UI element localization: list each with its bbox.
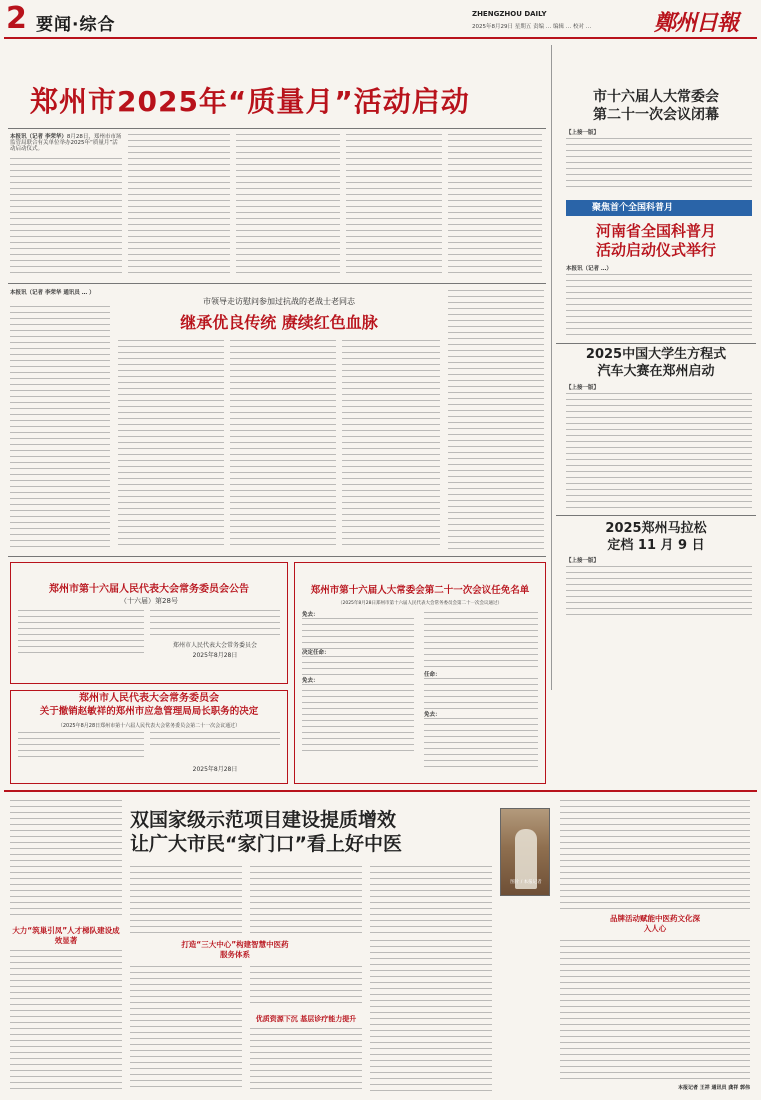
- feature-body-col-7: [250, 1028, 362, 1092]
- race-headline-line-1: 2025中国大学生方程式: [585, 347, 727, 362]
- feature-body-col-1b: [10, 950, 122, 1090]
- notice-2-subtitle: （2025年8月28日郑州市第十六届人民代表大会常务委员会第二十一次会议通过）: [337, 601, 503, 606]
- right-top-headline-line-2: 第二十一次会议闭幕: [593, 107, 719, 123]
- right-top-headline-line-1: 市十六届人大常委会: [593, 89, 719, 105]
- feature-headline-line-2: 让广大市民“家门口”看上好中医: [130, 833, 402, 855]
- notice-3-date: 2025年8月28日: [192, 766, 238, 773]
- marathon-headline-line-1: 2025郑州马拉松: [605, 521, 707, 536]
- notice-1-body-left: [18, 610, 144, 654]
- sci-headline-line-2: 活动启动仪式举行: [595, 241, 716, 259]
- notice-2-section-text: [302, 656, 414, 678]
- right-top-headline: [556, 88, 756, 124]
- notice-2-section-label: 免去：: [302, 678, 319, 684]
- notice-1-date: 2025年8月28日: [192, 652, 238, 659]
- notice-1-body-right: [150, 610, 280, 636]
- veteran-body-col-2: [118, 340, 224, 550]
- divider: [8, 556, 546, 557]
- feature-body-col-8: [370, 940, 492, 1092]
- byline: 本报讯（记者 李荣华）: [10, 134, 67, 140]
- notice-1-title: 郑州市第十六届人民代表大会常务委员会公告: [49, 584, 249, 595]
- marathon-body: [566, 566, 752, 616]
- race-headline-line-2: 汽车大赛在郑州启动: [597, 364, 715, 379]
- section-name: 要闻·综合: [36, 15, 116, 35]
- lead-body-col-3: [236, 134, 340, 276]
- veteran-body-col-1: [10, 306, 110, 550]
- notice-2-section-label: 任命：: [424, 672, 441, 678]
- veteran-body-col-4: [342, 340, 440, 550]
- notice-2-section-label: 免去：: [424, 712, 441, 718]
- intro-text: 8月28日，郑州市市场监管局联合有关单位举办2025年“质量月”活动启动仪式。: [10, 134, 122, 152]
- column-rule: [551, 45, 552, 690]
- feature-photo: [500, 808, 550, 896]
- veteran-headline: 继承优良传统 赓续红色血脉: [180, 313, 378, 332]
- feature-byline-end: 本报记者 王祥 通讯员 龚祥 郭伟: [678, 1085, 750, 1091]
- feature-body-col-9: [560, 800, 750, 910]
- feature-body-col-1: [10, 800, 122, 920]
- notice-1-number: （十六届）第28号: [120, 597, 178, 605]
- lead-start: 【上接一版】: [566, 385, 600, 391]
- masthead-rule: [4, 37, 757, 39]
- sci-headline: [556, 222, 756, 260]
- masthead: [0, 0, 761, 42]
- divider: [4, 790, 757, 792]
- byline: 本报讯（记者 李荣华 通讯员 … ）: [10, 290, 95, 296]
- notice-3-subtitle: （2025年8月28日郑州市第十六届人民代表大会常务委员会第二十一次会议通过）: [57, 723, 241, 729]
- race-body: [566, 393, 752, 509]
- lead-headline: 郑州市2025年“质量月”活动启动: [30, 85, 470, 118]
- sci-headline-line-1: 河南省全国科普月: [595, 222, 716, 240]
- notice-2-title: 郑州市第十六届人大常委会第二十一次会议任免名单: [310, 585, 530, 596]
- feature-body-col-6: [250, 966, 362, 1006]
- race-lead: [566, 385, 752, 391]
- marathon-headline-line-2: 定档 11 月 9 日: [607, 538, 705, 553]
- divider: [8, 283, 546, 284]
- feature-body-col-2: [130, 866, 242, 936]
- byline: 本报讯（记者 …）: [566, 266, 612, 272]
- lead-body-col-2: [128, 134, 230, 276]
- divider: [556, 343, 756, 344]
- sci-banner: [566, 200, 752, 216]
- notice-2-section-text: [424, 612, 538, 672]
- notice-2-section-text: [302, 618, 414, 650]
- lead-byline: [10, 134, 122, 152]
- feature-sub-4-text: 品牌活动赋能中医药文化深入人心: [610, 914, 700, 933]
- divider: [556, 515, 756, 516]
- notice-2-col-right: [424, 612, 538, 780]
- english-name: ZHENGZHOU DAILY: [472, 10, 547, 18]
- feature-body-col-4: [370, 866, 492, 936]
- notice-2-col-left: [302, 612, 414, 780]
- notice-3-title-line-1: 郑州市人民代表大会常务委员会: [79, 693, 219, 704]
- veteran-byline: [10, 290, 110, 296]
- race-headline: [556, 346, 756, 380]
- right-top-lead: [566, 130, 752, 136]
- sci-banner-label: 聚焦首个全国科普月: [592, 203, 674, 213]
- feature-sub-1: [10, 926, 122, 946]
- veteran-kicker: 市领导走访慰问参加过抗战的老战士老同志: [203, 297, 355, 306]
- notice-3-title: [12, 692, 286, 718]
- page-number: 2: [6, 1, 27, 36]
- date-line: 2025年8月29日 星期五 责编 … 编辑 … 校对 …: [472, 24, 592, 30]
- divider: [8, 128, 546, 129]
- feature-sub-3: 优质资源下沉 基层诊疗能力提升: [255, 1015, 357, 1023]
- notice-2-section-label: 决定任命：: [302, 650, 330, 656]
- feature-sub-1-text: 大力“筑巢引凤”人才梯队建设成效显著: [12, 926, 120, 945]
- right-top-body: [566, 138, 752, 192]
- notice-3-body-right: [150, 732, 280, 746]
- feature-body-col-10: [560, 940, 750, 1080]
- newspaper-logo: 鄭州日報: [654, 10, 739, 36]
- feature-body-col-5: [130, 966, 242, 1092]
- veteran-body-col-5: [448, 290, 544, 550]
- feature-body-col-3: [250, 866, 362, 936]
- notice-2-section-text: [302, 684, 414, 754]
- sci-byline: [566, 266, 752, 272]
- sci-body: [566, 274, 752, 338]
- veteran-body-col-3: [230, 340, 336, 550]
- photo-caption: 图片 / 本报记者: [510, 880, 542, 885]
- notice-2-section-label: 免去：: [302, 612, 319, 618]
- lead-body-col-4: [346, 134, 442, 276]
- feature-sub-2: 打造“三大中心”构建智慧中医药服务体系: [181, 940, 289, 959]
- lead-start: 【上接一版】: [566, 558, 600, 564]
- notice-2-section-text: [424, 718, 538, 770]
- lead-body-col-5: [448, 134, 542, 276]
- notice-2-section-text: [424, 678, 538, 712]
- lead-start: 【上接一版】: [566, 130, 600, 136]
- marathon-lead: [566, 558, 752, 564]
- feature-sub-4: [560, 914, 750, 934]
- feature-headline-line-1: 双国家级示范项目建设提质增效: [130, 809, 397, 831]
- notice-3-title-line-2: 关于撤销赵敏祥的郑州市应急管理局局长职务的决定: [39, 706, 259, 717]
- marathon-headline: [556, 520, 756, 554]
- notice-1-signature: 郑州市人民代表大会常务委员会: [172, 642, 257, 649]
- notice-3-body-left: [18, 732, 144, 758]
- lead-body-col-1: [10, 158, 122, 276]
